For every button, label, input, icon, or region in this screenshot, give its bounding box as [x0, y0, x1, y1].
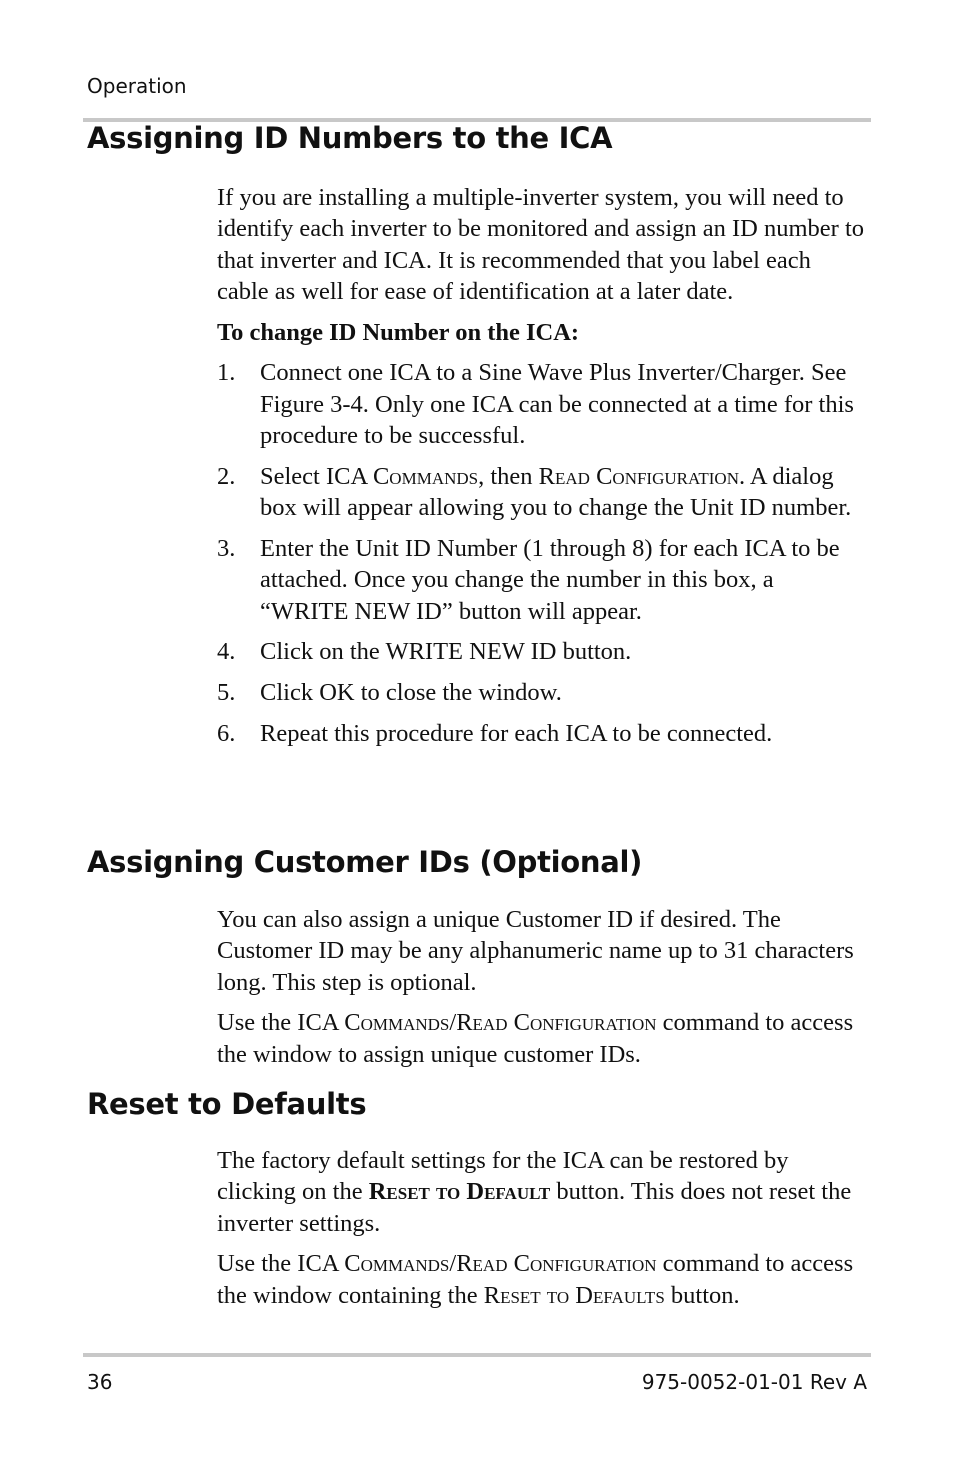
paragraph: You can also assign a unique Customer ID if desired. The Customer ID may be any alphanumeric name up to 31 characters long. This step is optional.	[217, 906, 854, 996]
step-number: 6.	[217, 719, 236, 747]
step-text-pre: Select ICA	[260, 462, 373, 490]
section-heading-assigning-id-numbers: Assigning ID Numbers to the ICA	[87, 121, 613, 155]
text-run: Use the ICA	[217, 1250, 345, 1278]
text-run: The factory default settings for the ICA can be restored by clicking on the	[217, 1147, 789, 1206]
text-run: command to access the window to assign unique customer IDs.	[217, 1009, 854, 1068]
step-text: Enter the Unit ID Number (1 through 8) for each ICA to be attached. Once you change the number in this box, a “WRITE NEW ID” button will appear.	[260, 534, 840, 625]
section-body-assigning-id-numbers	[217, 182, 867, 759]
command-name: Commands	[344, 1250, 450, 1278]
step-number: 1.	[217, 359, 236, 387]
button-name: Reset to Default	[368, 1178, 551, 1206]
section-heading-assigning-customer-ids: Assigning Customer IDs (Optional)	[87, 845, 643, 879]
list-item	[217, 357, 867, 451]
step-text: Click OK to close the window.	[260, 679, 562, 707]
list-item	[217, 636, 867, 667]
command-name: Read Configuration	[456, 1009, 657, 1037]
separator: /	[449, 1250, 457, 1278]
step-text-post: . A dialog box will appear allowing you to change the Unit ID number.	[260, 462, 852, 522]
list-item	[217, 718, 867, 749]
text-run: button. This does not reset the inverter settings.	[217, 1178, 852, 1237]
list-item	[217, 533, 867, 627]
command-name: Commands	[372, 462, 479, 490]
command-name: Read Configuration	[538, 462, 739, 490]
step-number: 2.	[217, 462, 236, 490]
paragraph	[217, 1007, 867, 1070]
step-text: Connect one ICA to a Sine Wave Plus Inverter/Charger. See Figure 3-4. Only one ICA can be connected at a time for this procedure to be successful.	[260, 359, 854, 450]
section-body-reset-to-defaults	[217, 1145, 867, 1320]
text-run: command to access the window containing the	[217, 1250, 854, 1309]
intro-paragraph: If you are installing a multiple-inverter system, you will need to identify each inverter to be monitored and assign an ID number to that inverter and ICA. It is recommended that you label each cable as well for ease of identification at a later date.	[217, 184, 865, 305]
procedure-heading: To change ID Number on the ICA:	[217, 318, 580, 346]
running-head: Operation	[87, 74, 187, 98]
command-name: Read Configuration	[456, 1250, 657, 1278]
text-run: button.	[664, 1281, 740, 1309]
separator: /	[449, 1009, 457, 1037]
paragraph	[217, 1145, 867, 1239]
step-number: 5.	[217, 679, 236, 707]
section-heading-reset-to-defaults: Reset to Defaults	[87, 1087, 367, 1121]
command-name: Commands	[344, 1009, 450, 1037]
step-number: 4.	[217, 638, 236, 666]
document-number: 975-0052-01-01 Rev A	[641, 1370, 867, 1394]
footer-rule	[83, 1353, 871, 1357]
button-name: Reset to Defaults	[483, 1281, 665, 1309]
section-body-assigning-customer-ids	[217, 904, 867, 1079]
page-number: 36	[87, 1370, 113, 1394]
step-text: Repeat this procedure for each ICA to be connected.	[260, 719, 773, 747]
text-run: Use the ICA	[217, 1009, 345, 1037]
paragraph	[217, 1248, 867, 1311]
step-text: Click on the WRITE NEW ID button.	[260, 638, 632, 666]
list-item	[217, 461, 867, 524]
step-number: 3.	[217, 534, 236, 562]
list-item	[217, 677, 867, 708]
procedure-steps	[217, 357, 867, 749]
step-text-mid: , then	[478, 462, 539, 490]
